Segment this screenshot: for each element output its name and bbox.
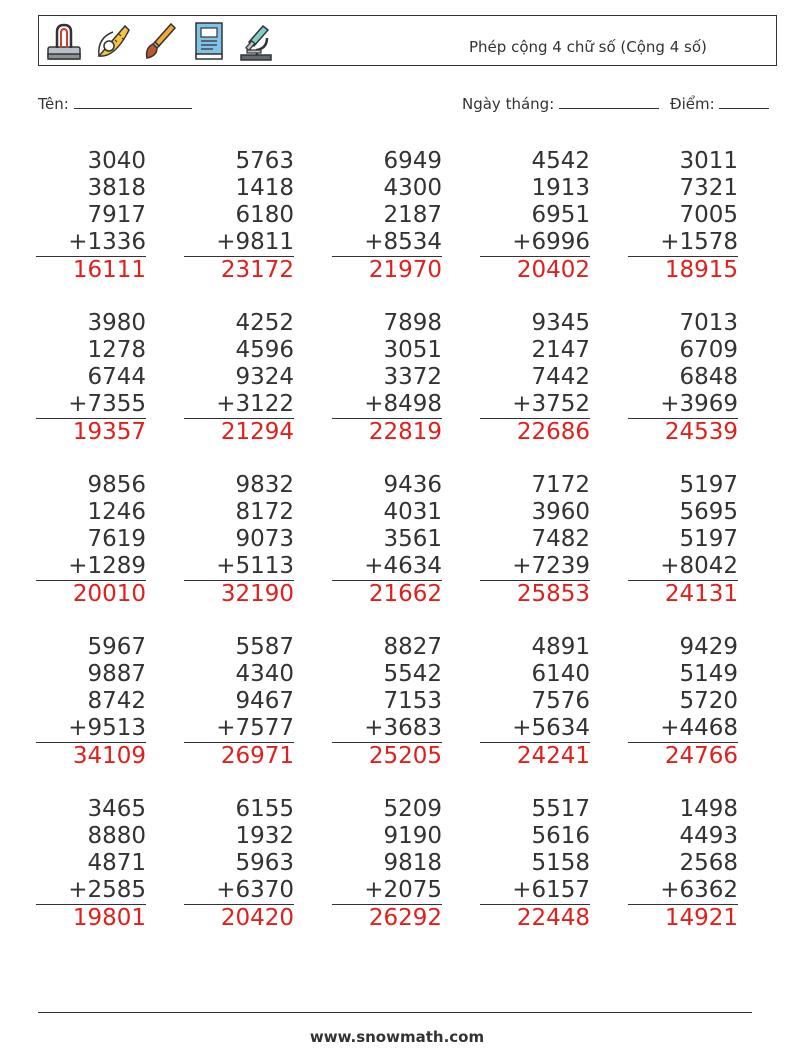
addend: +8534 bbox=[332, 229, 442, 257]
addend: 5517 bbox=[531, 796, 590, 822]
addend: 6848 bbox=[679, 364, 738, 390]
addend: 9324 bbox=[235, 364, 294, 390]
addend: 4871 bbox=[87, 850, 146, 876]
addend: +6362 bbox=[628, 877, 738, 905]
addend: 5197 bbox=[679, 526, 738, 552]
addend: 7619 bbox=[87, 526, 146, 552]
addend: 6744 bbox=[87, 364, 146, 390]
addition-problem bbox=[332, 148, 442, 284]
addition-problem bbox=[36, 796, 146, 932]
addend: 9190 bbox=[383, 823, 442, 849]
header-icons bbox=[45, 20, 275, 62]
score-field bbox=[670, 94, 769, 113]
addend: +9811 bbox=[184, 229, 294, 257]
addend: +7239 bbox=[480, 553, 590, 581]
addend: 3372 bbox=[383, 364, 442, 390]
addend: 8172 bbox=[235, 499, 294, 525]
addend: 4542 bbox=[531, 148, 590, 174]
addend: 6155 bbox=[235, 796, 294, 822]
addend: +3969 bbox=[628, 391, 738, 419]
addend: +7577 bbox=[184, 715, 294, 743]
addition-problem bbox=[480, 796, 590, 932]
addition-problem bbox=[628, 796, 738, 932]
addend: 3960 bbox=[531, 499, 590, 525]
addend: 3011 bbox=[679, 148, 738, 174]
date-label: Ngày tháng: bbox=[462, 95, 555, 113]
addend: +9513 bbox=[36, 715, 146, 743]
answer: 26971 bbox=[220, 743, 294, 769]
addend: 1246 bbox=[87, 499, 146, 525]
page-title: Phép cộng 4 chữ số (Cộng 4 số) bbox=[469, 38, 707, 56]
addend: +6996 bbox=[480, 229, 590, 257]
addend: 9467 bbox=[235, 688, 294, 714]
addend: 1278 bbox=[87, 337, 146, 363]
addend: 7321 bbox=[679, 175, 738, 201]
addend: 4031 bbox=[383, 499, 442, 525]
answer: 25853 bbox=[516, 581, 590, 607]
addend: 9436 bbox=[383, 472, 442, 498]
footer-site: www.snowmath.com bbox=[309, 1028, 485, 1046]
addition-problem bbox=[184, 310, 294, 446]
addend: +3752 bbox=[480, 391, 590, 419]
answer: 24241 bbox=[516, 743, 590, 769]
addend: 8827 bbox=[383, 634, 442, 660]
answer: 19357 bbox=[72, 419, 146, 445]
addend: +3683 bbox=[332, 715, 442, 743]
addend: 6949 bbox=[383, 148, 442, 174]
addend: 4493 bbox=[679, 823, 738, 849]
addition-problem bbox=[480, 310, 590, 446]
addition-problem bbox=[628, 148, 738, 284]
addend: 4300 bbox=[383, 175, 442, 201]
addend: 7898 bbox=[383, 310, 442, 336]
answer: 18915 bbox=[664, 257, 738, 283]
addition-problem bbox=[628, 472, 738, 608]
addend: 7482 bbox=[531, 526, 590, 552]
addend: 9073 bbox=[235, 526, 294, 552]
addend: 7005 bbox=[679, 202, 738, 228]
score-label: Điểm: bbox=[670, 95, 715, 113]
addend: 1418 bbox=[235, 175, 294, 201]
addend: 3561 bbox=[383, 526, 442, 552]
addition-problem bbox=[332, 310, 442, 446]
addend: +2075 bbox=[332, 877, 442, 905]
addend: 5209 bbox=[383, 796, 442, 822]
addend: +2585 bbox=[36, 877, 146, 905]
addend: 7917 bbox=[87, 202, 146, 228]
date-field bbox=[462, 94, 659, 113]
addend: +3122 bbox=[184, 391, 294, 419]
addend: 9887 bbox=[87, 661, 146, 687]
addend: 5695 bbox=[679, 499, 738, 525]
addition-problem bbox=[184, 796, 294, 932]
addend: +1578 bbox=[628, 229, 738, 257]
addend: 7442 bbox=[531, 364, 590, 390]
microscope-icon bbox=[237, 20, 275, 62]
addition-problem bbox=[184, 148, 294, 284]
addend: 1932 bbox=[235, 823, 294, 849]
answer: 23172 bbox=[220, 257, 294, 283]
addend: 2147 bbox=[531, 337, 590, 363]
answer: 22819 bbox=[368, 419, 442, 445]
score-blank[interactable] bbox=[719, 94, 769, 109]
answer: 24766 bbox=[664, 743, 738, 769]
addend: 5967 bbox=[87, 634, 146, 660]
addition-problem bbox=[332, 634, 442, 770]
addend: 3040 bbox=[87, 148, 146, 174]
addend: +1289 bbox=[36, 553, 146, 581]
addend: 2568 bbox=[679, 850, 738, 876]
addition-problem bbox=[36, 310, 146, 446]
addend: 9345 bbox=[531, 310, 590, 336]
answer: 34109 bbox=[72, 743, 146, 769]
answer: 25205 bbox=[368, 743, 442, 769]
answer: 20010 bbox=[72, 581, 146, 607]
addend: 9818 bbox=[383, 850, 442, 876]
addend: 3980 bbox=[87, 310, 146, 336]
addend: 1498 bbox=[679, 796, 738, 822]
addend: 5720 bbox=[679, 688, 738, 714]
book-icon bbox=[189, 20, 227, 62]
answer: 24131 bbox=[664, 581, 738, 607]
footer-divider bbox=[38, 1012, 752, 1013]
addend: 5587 bbox=[235, 634, 294, 660]
addition-problem bbox=[184, 472, 294, 608]
addend: 9429 bbox=[679, 634, 738, 660]
addend: 5149 bbox=[679, 661, 738, 687]
addend: 4340 bbox=[235, 661, 294, 687]
answer: 22686 bbox=[516, 419, 590, 445]
answer: 16111 bbox=[72, 257, 146, 283]
answer: 21662 bbox=[368, 581, 442, 607]
paper-clip-icon bbox=[45, 20, 83, 62]
protractor-icon bbox=[93, 20, 131, 62]
answer: 26292 bbox=[368, 905, 442, 931]
addition-problem bbox=[36, 472, 146, 608]
addend: 8742 bbox=[87, 688, 146, 714]
addend: 5616 bbox=[531, 823, 590, 849]
addition-problem bbox=[184, 634, 294, 770]
addend: 7576 bbox=[531, 688, 590, 714]
addend: 7153 bbox=[383, 688, 442, 714]
addend: 6709 bbox=[679, 337, 738, 363]
answer: 32190 bbox=[220, 581, 294, 607]
answer: 21970 bbox=[368, 257, 442, 283]
answer: 20420 bbox=[220, 905, 294, 931]
paintbrush-icon bbox=[141, 20, 179, 62]
addend: +4468 bbox=[628, 715, 738, 743]
addend: +8042 bbox=[628, 553, 738, 581]
name-field bbox=[38, 94, 192, 113]
header-box bbox=[38, 15, 777, 66]
addend: 4891 bbox=[531, 634, 590, 660]
name-label: Tên: bbox=[38, 95, 69, 113]
addend: 7013 bbox=[679, 310, 738, 336]
addition-problem bbox=[36, 634, 146, 770]
addend: 1913 bbox=[531, 175, 590, 201]
addition-problem bbox=[332, 472, 442, 608]
answer: 20402 bbox=[516, 257, 590, 283]
addend: 5963 bbox=[235, 850, 294, 876]
addend: 4596 bbox=[235, 337, 294, 363]
addend: 5197 bbox=[679, 472, 738, 498]
addend: 6951 bbox=[531, 202, 590, 228]
answer: 19801 bbox=[72, 905, 146, 931]
addend: 5763 bbox=[235, 148, 294, 174]
addend: 3051 bbox=[383, 337, 442, 363]
addition-problem bbox=[480, 148, 590, 284]
addition-problem bbox=[36, 148, 146, 284]
addition-problem bbox=[628, 634, 738, 770]
addend: +7355 bbox=[36, 391, 146, 419]
addition-problem bbox=[628, 310, 738, 446]
addend: +8498 bbox=[332, 391, 442, 419]
answer: 22448 bbox=[516, 905, 590, 931]
addend: +6370 bbox=[184, 877, 294, 905]
addend: 6140 bbox=[531, 661, 590, 687]
addend: 6180 bbox=[235, 202, 294, 228]
addend: 5158 bbox=[531, 850, 590, 876]
name-blank[interactable] bbox=[74, 94, 192, 109]
answer: 21294 bbox=[220, 419, 294, 445]
answer: 24539 bbox=[664, 419, 738, 445]
addition-problem bbox=[332, 796, 442, 932]
addend: +5113 bbox=[184, 553, 294, 581]
addend: +1336 bbox=[36, 229, 146, 257]
answer: 14921 bbox=[664, 905, 738, 931]
addend: 7172 bbox=[531, 472, 590, 498]
addition-problem bbox=[480, 634, 590, 770]
addend: 3818 bbox=[87, 175, 146, 201]
addend: +4634 bbox=[332, 553, 442, 581]
addend: +6157 bbox=[480, 877, 590, 905]
addition-problem bbox=[480, 472, 590, 608]
addend: +5634 bbox=[480, 715, 590, 743]
addend: 2187 bbox=[383, 202, 442, 228]
addend: 5542 bbox=[383, 661, 442, 687]
addend: 9856 bbox=[87, 472, 146, 498]
addend: 8880 bbox=[87, 823, 146, 849]
addend: 3465 bbox=[87, 796, 146, 822]
addend: 9832 bbox=[235, 472, 294, 498]
date-blank[interactable] bbox=[559, 94, 659, 109]
addend: 4252 bbox=[235, 310, 294, 336]
